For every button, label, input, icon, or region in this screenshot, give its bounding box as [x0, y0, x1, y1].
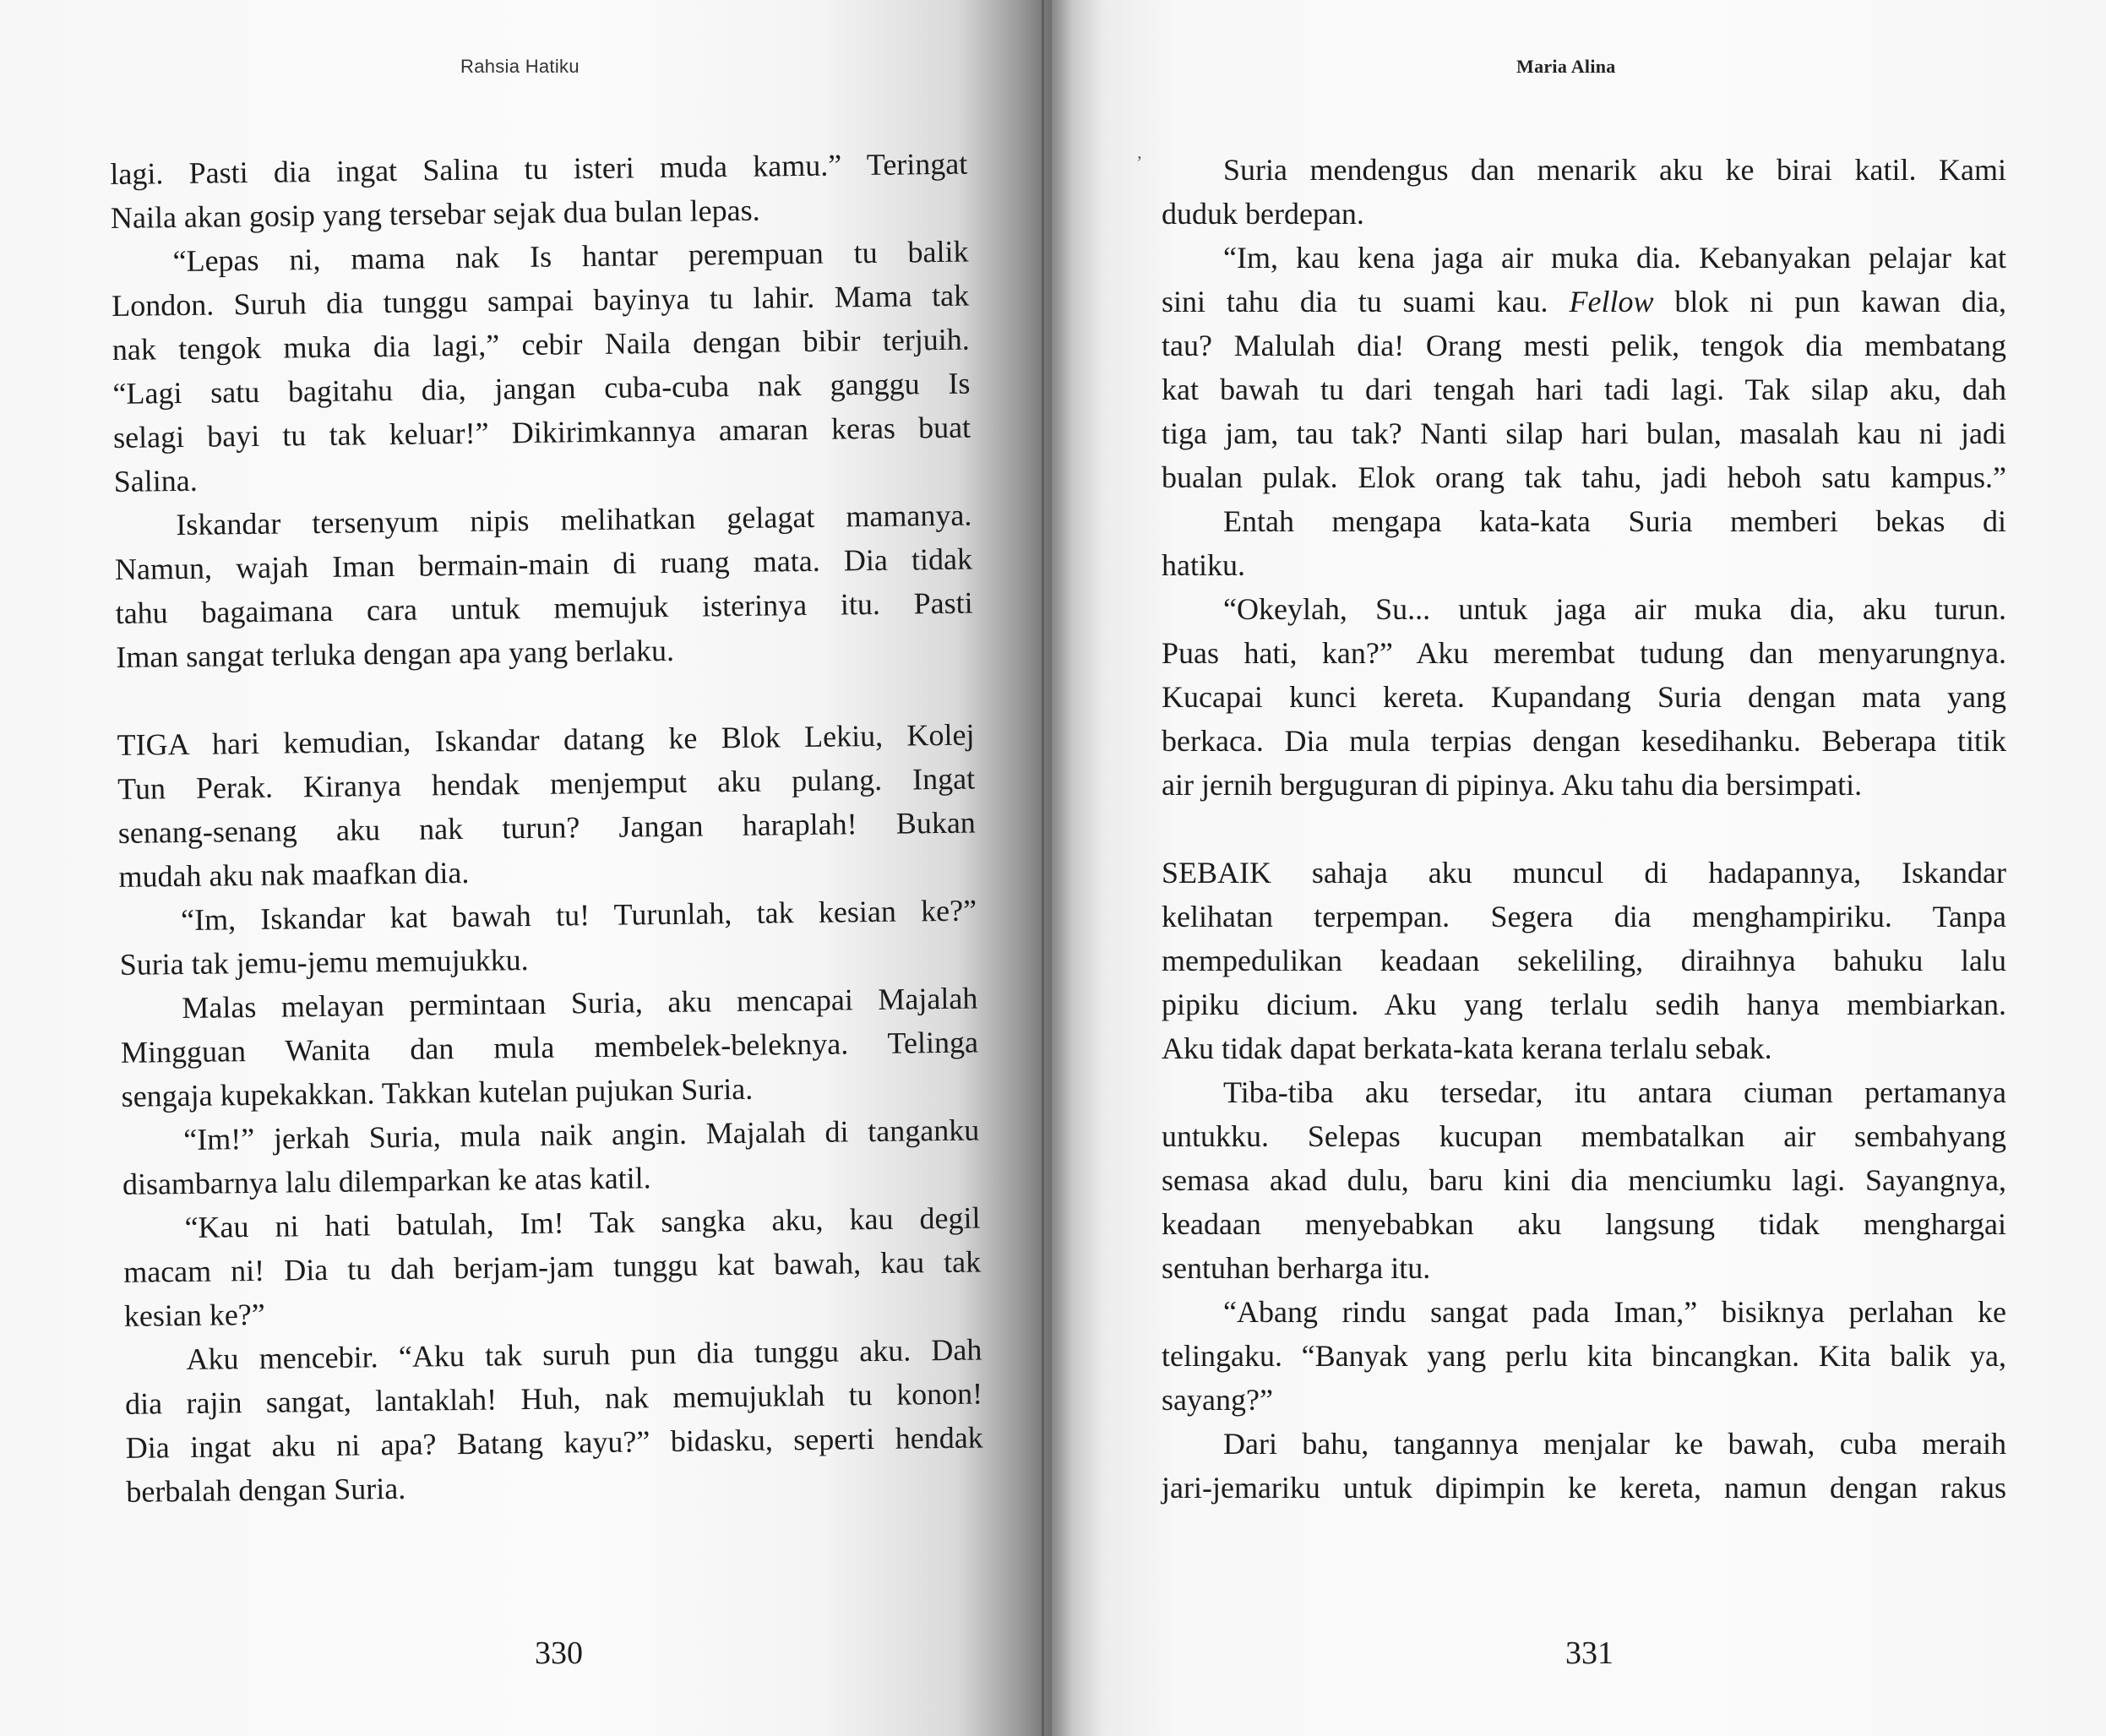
- text-line: Suria tak jemu-jemu memujukku.: [119, 943, 529, 982]
- text-line: sini tahu dia tu suami kau. Fellow blok ni pun kawan dia,: [1162, 285, 2006, 318]
- text-line: senang-senang aku nak turun? Jangan haraplah! Bukan: [117, 805, 977, 850]
- text-line: berbalah dengan Suria.: [126, 1471, 406, 1509]
- text-line: kesian ke?”: [123, 1297, 265, 1333]
- text-line: Mingguan Wanita dan mula membelek-beleknya. Telinga: [120, 1025, 979, 1069]
- text-line: Puas hati, kan?” Aku merembat tudung dan menyarungnya.: [1162, 636, 2006, 670]
- text-line: pipiku dicium. Aku yang terlalu sedih hanya membiarkan.: [1162, 988, 2006, 1021]
- text-line: telingaku. “Banyak yang perlu kita bincangkan. Kita balik ya,: [1162, 1339, 2006, 1373]
- text-line: tiga jam, tau tak? Nanti silap hari bulan, masalah kau ni jadi: [1162, 416, 2006, 450]
- text-line: sayang?”: [1162, 1383, 1273, 1417]
- text-line: Kucapai kunci kereta. Kupandang Suria dengan mata yang: [1162, 680, 2006, 714]
- text-line: jari-jemariku untuk dipimpin ke kereta, namun dengan rakus: [1162, 1471, 2006, 1505]
- text-line: Suria mendengus dan menarik aku ke birai katil. Kami: [1223, 153, 2006, 187]
- text-line: mempedulikan keadaan sekeliling, diraihnya bahuku lalu: [1162, 944, 2006, 977]
- text-line: macam ni! Dia tu dah berjam-jam tunggu kat bawah, kau tak: [122, 1244, 982, 1289]
- page-number-right: 331: [1565, 1635, 1614, 1671]
- book-gutter: [1042, 0, 1044, 1736]
- text-line: “Lepas ni, mama nak Is hantar perempuan tu balik: [172, 234, 969, 279]
- text-line: berkaca. Dia mula terpias dengan kesedihanku. Beberapa titik: [1162, 724, 2006, 758]
- text-line: Dari bahu, tangannya menjalar ke bawah, cuba meraih: [1223, 1427, 2006, 1461]
- left-page: [0, 0, 1052, 1736]
- italic-word: Fellow: [1569, 285, 1654, 318]
- text-line: keadaan menyebabkan aku langsung tidak menghargai: [1162, 1207, 2006, 1241]
- right-page: [1052, 0, 2106, 1736]
- text-line: SEBAIK sahaja aku muncul di hadapannya, Iskandar: [1162, 856, 2006, 890]
- text-line: kat bawah tu dari tengah hari tadi lagi. Tak silap aku, dah: [1162, 373, 2006, 406]
- text-line: Dia ingat aku ni apa? Batang kayu?” bidasku, seperti hendak: [125, 1420, 983, 1465]
- text-line: disambarnya lalu dilemparkan ke atas katil.: [122, 1161, 651, 1201]
- text-line: Tun Perak. Kiranya hendak menjemput aku pulang. Ingat: [117, 761, 976, 806]
- text-line: bualan pulak. Elok orang tak tahu, jadi heboh satu kampus.”: [1162, 460, 2006, 494]
- text-line: untukku. Selepas kucupan membatalkan air sembahyang: [1162, 1119, 2006, 1153]
- text-line: Aku mencebir. “Aku tak suruh pun dia tunggu aku. Dah: [186, 1332, 982, 1376]
- text-line: “Im, Iskandar kat bawah tu! Turunlah, tak kesian ke?”: [180, 893, 977, 938]
- text-line: tahu bagaimana cara untuk memujuk isterinya itu. Pasti: [115, 585, 973, 630]
- running-head-left: Rahsia Hatiku: [460, 56, 580, 77]
- text-line: mudah aku nak maafkan dia.: [118, 855, 470, 894]
- text-line: air jernih berguguran di pipinya. Aku tahu dia bersimpati.: [1162, 768, 1863, 802]
- text-line: dia rajin sangat, lantaklah! Huh, nak memujuklah tu konon!: [124, 1376, 983, 1421]
- right-page-text: [1162, 148, 2006, 1510]
- text-line: “Im, kau kena jaga air muka dia. Kebanyakan pelajar kat: [1223, 241, 2006, 275]
- text-line: nak tengok muka dia lagi,” cebir Naila dengan bibir terjuih.: [112, 322, 971, 367]
- text-line: Naila akan gosip yang tersebar sejak dua bulan lepas.: [110, 193, 760, 235]
- text-line: selagi bayi tu tak keluar!” Dikirimkannya amaran keras buat: [112, 410, 971, 454]
- text-line: semasa akad dulu, baru kini dia menciumku lagi. Sayangnya,: [1162, 1163, 2006, 1197]
- text-line: Aku tidak dapat berkata-kata kerana terlalu sebak.: [1162, 1031, 1772, 1065]
- text-line: Iman sangat terluka dengan apa yang berlaku.: [116, 633, 675, 674]
- text-line: TIGA hari kemudian, Iskandar datang ke Blok Lekiu, Kolej: [117, 717, 975, 762]
- text-line: sengaja kupekakkan. Takkan kutelan pujukan Suria.: [121, 1071, 754, 1113]
- text-line: duduk berdepan.: [1162, 197, 1364, 231]
- text-line: “Im!” jerkah Suria, mula naik angin. Majalah di tanganku: [183, 1113, 980, 1157]
- text-line: tau? Malulah dia! Orang mesti pelik, tengok dia membatang: [1162, 329, 2006, 362]
- text-line: Salina.: [113, 463, 198, 498]
- page-number-left: 330: [535, 1635, 583, 1671]
- text-line: “Lagi satu bagitahu dia, jangan cuba-cuba nak ganggu Is: [112, 366, 971, 411]
- text-line: Tiba-tiba aku tersedar, itu antara ciuman pertamanya: [1223, 1075, 2006, 1109]
- text-line: kelihatan terpempan. Segera dia menghampiriku. Tanpa: [1162, 900, 2006, 933]
- text-line: lagi. Pasti dia ingat Salina tu isteri muda kamu.” Teringat: [110, 146, 968, 191]
- text-line: London. Suruh dia tunggu sampai bayinya tu lahir. Mama tak: [111, 278, 970, 323]
- text-line: sentuhan berharga itu.: [1162, 1251, 1431, 1285]
- running-head-right: Maria Alina: [1516, 56, 1616, 77]
- text-line: hatiku.: [1162, 548, 1245, 582]
- text-line: “Okeylah, Su... untuk jaga air muka dia, aku turun.: [1223, 592, 2006, 626]
- section-break: [1162, 807, 2006, 851]
- text-line: Namun, wajah Iman bermain-main di ruang mata. Dia tidak: [114, 541, 973, 586]
- text-line: “Abang rindu sangat pada Iman,” bisiknya perlahan ke: [1223, 1295, 2006, 1329]
- text-line: Malas melayan permintaan Suria, aku mencapai Majalah: [182, 981, 978, 1026]
- text-line: Iskandar tersenyum nipis melihatkan gelagat mamanya.: [176, 498, 972, 542]
- left-page-text: [110, 142, 984, 1514]
- text-line: Entah mengapa kata-kata Suria memberi bekas di: [1223, 504, 2006, 538]
- text-line: “Kau ni hati batulah, Im! Tak sangka aku, kau degil: [184, 1200, 981, 1245]
- stray-mark: ʼ: [1136, 152, 1143, 173]
